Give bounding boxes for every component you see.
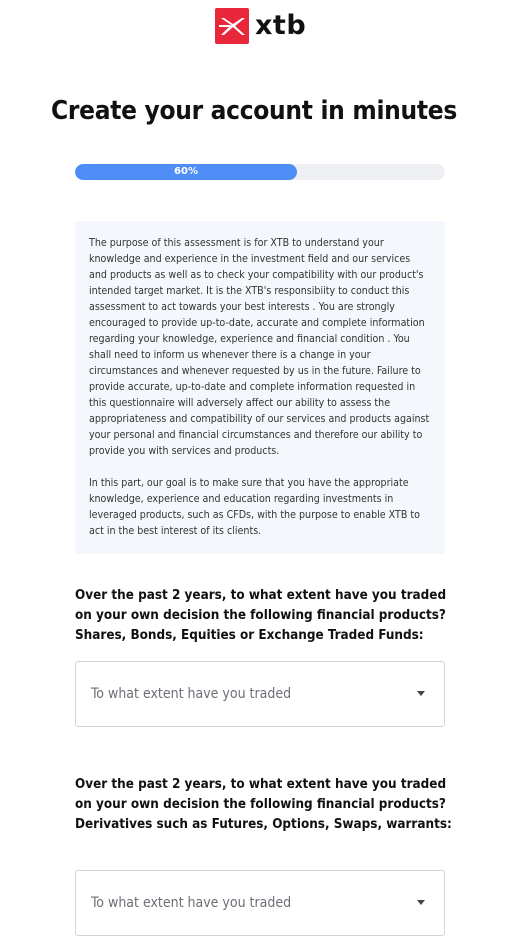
page-title: Create your account in minutes <box>51 96 457 126</box>
progress-fill <box>75 164 297 180</box>
assessment-info-box <box>75 221 445 554</box>
progress-bar <box>75 164 445 180</box>
question-derivatives: Over the past 2 years, to what extent have you traded on your own decision the following financial products? Derivatives such as Futures, Options, Swaps, warrants: <box>75 777 452 832</box>
question-shares-bonds: Over the past 2 years, to what extent have you traded on your own decision the following financial products? Shares, Bonds, Equities or Exchange Traded Funds: <box>75 588 447 643</box>
info-paragraph: In this part, our goal is to make sure that you have the appropriate knowledge, experience and education regarding investments in leveraged products, such as CFDs, with the purpose to enable XTB to act in the best interest of its clients. <box>89 477 420 537</box>
xtb-logo-icon <box>215 8 249 44</box>
progress-label: 60% <box>174 166 198 177</box>
xtb-logo[interactable] <box>215 8 306 44</box>
dropdown-arrow-icon <box>417 691 425 696</box>
select-placeholder: To what extent have you traded <box>91 895 292 911</box>
info-paragraph: The purpose of this assessment is for XTB to understand your knowledge and experience in the investment field and our services and products as well as to check your compatibility with our product's intended target market. It is the XTB's responsibiity to conduct this assessment to act towards your best interests . You are strongly encouraged to provide up-to-date, accurate and complete information regarding your knowledge, experience and financial condition . You shall need to inform us whenever there is a change in your circumstances and whenever requested by us in the future. Failure to provide accurate, up-to-date and complete information requested in this questionnaire will adversely affect our ability to assess the appropriateness and compatibility of our services and products against your personal and financial circumstances and therefore our ability to provide you with services and products. <box>89 237 430 457</box>
trading-extent-select-shares[interactable] <box>75 661 445 727</box>
dropdown-arrow-icon <box>417 900 425 905</box>
brand-name: xtb <box>255 10 307 41</box>
select-placeholder: To what extent have you traded <box>91 686 292 702</box>
trading-extent-select-derivatives[interactable] <box>75 870 445 936</box>
